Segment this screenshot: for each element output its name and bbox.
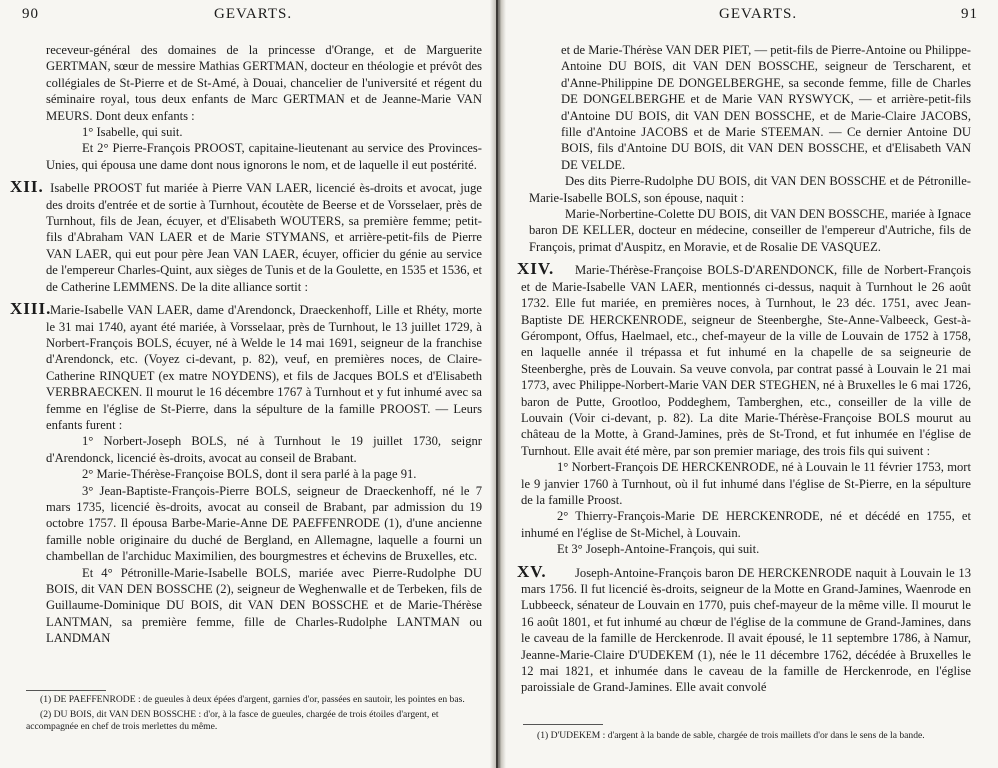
paragraph: Joseph-Antoine-François baron DE HERCKENRODE naquit à Louvain le 13 mars 1756. Il fut licencié ès-droits, seigneur de la Motte en Grand-Jamines, Waenrode en Lubbeeck, sénateur de Louvain en 1770, puis chef-mayeur de la même ville. Il mourut le 16 août 1801, et fut inhumé au chœur de l'église de la commune de Grand-Jamines, dans le caveau de la famille de Herckenrode. Il avait épousé, le 11 septembre 1786, à Namur, Jeanne-Marie-Claire D'UDEKEM (1), née le 11 décembre 1762, décédée à Bruxelles le 12 mai 1821, et inhumée dans le caveau de la famille de Herckenrode, en l'église paroissiale de Grand-Jamines. Elle avait convolé bbox=[521, 565, 971, 695]
section-xiii bbox=[10, 299, 482, 433]
footnote-rule bbox=[26, 690, 106, 691]
footnote: (1) D'UDEKEM : d'argent à la bande de sable, chargée de trois maillets d'or dans le sens de la bande. bbox=[537, 730, 925, 741]
left-footnotes bbox=[26, 694, 482, 736]
paragraph: 2° Thierry-François-Marie DE HERCKENRODE, né et décédé en 1755, et inhumé en l'église de St-Michel, à Louvain. bbox=[521, 509, 971, 540]
paragraph: Et 4° Pétronille-Marie-Isabelle BOLS, mariée avec Pierre-Rudolphe DU BOIS, dit VAN DEN BOSSCHE (2), seigneur de Weghenwalle et de Terbeken, fils de Guillaume-Dominique DU BOIS, dit VAN DEN BOSSCHE et de Marie-Thérèse LANTMAN, sa première femme, fille de Charles-Rudolphe LANTMAN ou LANDMAN bbox=[46, 565, 482, 646]
section-xv bbox=[517, 561, 971, 696]
paragraph: receveur-général des domaines de la princesse d'Orange, et de Marguerite GERTMAN, sœur de messire Mathias GERTMAN, docteur en théologie et prévôt des collégiales de St-Pierre et de St-Amé, à Douai, chancelier de l'université et régent du séminaire royal, tous deux enfants de Marc GERTMAN et de Jeanne-Marie VAN MEURS. Dont deux enfants : bbox=[46, 43, 482, 123]
section-marker: XIII. bbox=[10, 299, 52, 319]
right-page bbox=[503, 0, 998, 768]
paragraph: et de Marie-Thérèse VAN DER PIET, — petit-fils de Pierre-Antoine ou Philippe-Antoine DU BOIS, dit VAN DEN BOSSCHE, seigneur de Terscharent, et d'Anne-Philippine DE DONGELBERGHE, sa seconde femme, fille de Charles DE DONGELBERGHE et de Marie VAN RYSWYCK, — et arrière-petit-fils d'Antoine DU BOIS, dit VAN DEN BOSSCHE, et de Marie-Claire JACOBS, fille d'Antoine JACOBS et de Marie STEEMAN. — Ce dernier Antoine DU BOIS, fils d'Antoine DU BOIS, dit VAN DEN BOSSCHE, et d'Elisabeth VAN DE VELDE. bbox=[561, 43, 971, 172]
paragraph: 1° Norbert-Joseph BOLS, né à Turnhout le 19 juillet 1730, seignr d'Arendonck, licencié ès-droits, avocat au conseil de Brabant. bbox=[46, 434, 482, 465]
footnote: (1) DE PAEFFENRODE : de gueules à deux épées d'argent, garnies d'or, passées en sautoir, les pointes en bas. bbox=[40, 694, 465, 705]
right-page-number: 91 bbox=[961, 6, 978, 22]
book-spine-line bbox=[496, 0, 498, 768]
section-xii bbox=[10, 177, 482, 295]
right-body bbox=[517, 42, 971, 696]
left-body bbox=[10, 42, 482, 647]
section-marker: XII. bbox=[10, 177, 44, 197]
section-marker: XV. bbox=[517, 561, 547, 581]
paragraph: Marie-Isabelle VAN LAER, dame d'Arendonck, Draeckenhoff, Lille et Rhéty, morte le 31 mai 1740, ayant été mariée, à Vorsselaar, près de Turnhout, le 13 juillet 1729, à Norbert-François BOLS, écuyer, né à Welde le 14 mai 1691, seigneur de la franchise d'Arendonck, etc. (Voyez ci-devant, p. 82), veuf, en premières noces, de Claire-Catherine RINQUET (ex matre NOYDENS), et fils de Jacques BOLS et d'Elisabeth VERBRAECKEN. Il mourut le 16 décembre 1767 à Turnhout et y fut inhumé avec sa femme en l'église de St-Pierre, dans la sépulture de la famille PROOST. — Leurs enfants furent : bbox=[46, 303, 482, 432]
paragraph: 3° Jean-Baptiste-François-Pierre BOLS, seigneur de Draeckenhoff, né le 7 mars 1735, licencié ès-droits, avocat au conseil de Brabant, par admission du 19 octobre 1757. Il épousa Barbe-Marie-Anne DE PAEFFENRODE (1), d'une ancienne famille noble originaire du duché de Bergland, en Allemagne, laquelle a fourni un chambellan de l'archiduc Maximilien, des bourgmestres et échevins de Bruxelles, etc. bbox=[46, 483, 482, 564]
paragraph: Isabelle PROOST fut mariée à Pierre VAN LAER, licencié ès-droits et avocat, juge des droits d'entrée et de sortie à Turnhout, écoutète de Beerse et de Vorsselaer, près de Turnhout, fils de Jean, écuyer, et d'Elisabeth WOUTERS, sa première femme; petit-fils d'Abraham VAN LAER et de Marie STYMANS, et arrière-petit-fils de Pierre VAN LAER, qui eut pour père Jean VAN LAER, écuyer, officier du génie au service de l'empereur Charles-Quint, aux sièges de Tunis et de la Goulette, en 1535 et 1536, et de Catherine LEMMENS. De la dite alliance sortit : bbox=[46, 181, 482, 294]
right-running-head: GEVARTS. bbox=[719, 6, 798, 22]
footnote: (2) DU BOIS, dit VAN DEN BOSSCHE : d'or, à la fasce de gueules, chargée de trois étoiles d'argent, et accompagnée en chef de trois merlettes du même. bbox=[26, 708, 439, 733]
paragraph: Et 2° Pierre-François PROOST, capitaine-lieutenant au service des Provinces-Unies, qui épousa une dame dont nous ignorons le nom, et de laquelle il eut postérité. bbox=[46, 141, 482, 172]
paragraph: 2° Marie-Thérèse-Françoise BOLS, dont il sera parlé à la page 91. bbox=[82, 467, 417, 482]
paragraph: Des dits Pierre-Rudolphe DU BOIS, dit VAN DEN BOSSCHE et de Pétronille-Marie-Isabelle BOLS, son épouse, naquit : bbox=[529, 174, 971, 205]
section-marker: XIV. bbox=[517, 259, 555, 279]
paragraph: 1° Norbert-François DE HERCKENRODE, né à Louvain le 11 février 1753, mort le 9 janvier 1760 à Turnhout, où il fut inhumé dans l'église de St-Pierre, en la sépulture de la famille Proost. bbox=[521, 460, 971, 507]
left-running-head: GEVARTS. bbox=[214, 6, 293, 22]
footnote-rule bbox=[523, 724, 603, 725]
paragraph: 1° Isabelle, qui suit. bbox=[82, 125, 183, 140]
right-footnotes bbox=[523, 730, 983, 745]
section-xiv bbox=[517, 259, 971, 459]
paragraph: Marie-Norbertine-Colette DU BOIS, dit VAN DEN BOSSCHE, mariée à Ignace baron DE KELLER, docteur en médecine, conseiller de l'empereur d'Autriche, fils de François, primat d'Auspitz, en Moravie, et de Rosalie DE VASQUEZ. bbox=[529, 207, 971, 254]
paragraph: Et 3° Joseph-Antoine-François, qui suit. bbox=[557, 542, 760, 557]
left-page-number: 90 bbox=[22, 6, 39, 22]
left-page bbox=[0, 0, 496, 768]
paragraph: Marie-Thérèse-Françoise BOLS-D'ARENDONCK, fille de Norbert-François et de Marie-Isabelle VAN LAER, mentionnés ci-dessus, naquit à Turnhout le 26 août 1732. Elle fut mariée, en premières noces, à Turnhout, le 23 déc. 1751, avec Jean-Baptiste DE HERCKENRODE, seigneur de Steenberghe, Ste-Anne-Valbeeck, Gest-à-Gérompont, Offus, Haelmael, etc., chef-mayeur de la ville de Louvain de 1752 à 1758, en laquelle année il trépassa et fut inhumé en la chapelle de sa seigneurie de Steenberghe, près de Louvain. Sa veuve convola, par contrat passé à Louvain le 21 mai 1773, avec Philippe-Norbert-Marie VAN DER STEGHEN, né à Bruxelles le 6 mai 1726, baron de Putte, Grootloo, Poddeghem, Tamberghen, etc., conseiller de la ville de Louvain (Voir ci-devant, p. 82). La dite Marie-Thérèse-Françoise BOLS mourut au château de la Motte, à Grand-Jamines, près de St-Trond, et fut inhumée en l'église de Turnhout. Elle avait été mère, par son premier mariage, des trois fils qui suivent : bbox=[521, 263, 971, 458]
